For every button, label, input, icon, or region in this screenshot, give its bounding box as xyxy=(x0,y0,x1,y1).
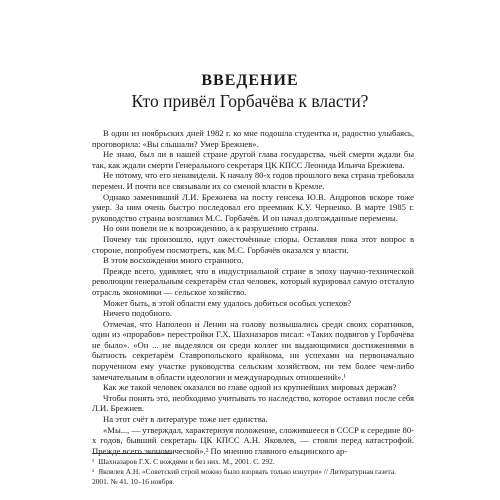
chapter-subtitle: Кто привёл Горбачёва к власти? xyxy=(131,91,369,111)
footnote-text: Яковлев А.Н. «Советский строй можно было взорвать только изнутри» // Литературная газета. 2001. № 41. 10–16 ноября. xyxy=(92,467,396,486)
body-text xyxy=(92,128,414,456)
paragraph: Как же такой человек оказался во главе одной из крупнейших мировых держав? xyxy=(103,382,397,393)
paragraph: Чтобы понять это, необходимо учитывать то наследство, которое оставил после себя Л.И. Брежнев. xyxy=(92,392,414,414)
paragraph: «Мы..., — утверждал, характеризуя положение, сложившееся в СССР к середине 80-х годов, бывший секретарь ЦК КПСС А.Н. Яковлев, — стояли перед катастрофой. Прежде всего экономической».² По мнению главного ельцинского ар- xyxy=(92,424,414,456)
paragraph: Однако заменивший Л.И. Брежнева на посту генсека Ю.В. Андропов вскоре тоже умер. За ним очень быстро последовал его преемник К.У. Черненко. В марте 1985 г. руководство страны возглавил М.С. Горбачёв. И он начал долгожданные перемены. xyxy=(92,191,414,223)
paragraph: Почему так произошло, идут ожесточённые споры. Оставляя пока этот вопрос в стороне, попробуем посмотреть, как М.С. Горбачёв оказался у власти. xyxy=(92,233,414,255)
footnote-number: ² xyxy=(92,467,95,477)
paragraph: Не потому, что его ненавидели. К началу 80-х годов прошлого века страна требовала перемен. И почти все связывали их со сменой власти в Кремле. xyxy=(92,170,414,191)
footnote-number: ¹ xyxy=(92,457,95,466)
paragraph: В этом восхождении много странного. xyxy=(103,255,244,266)
paragraph: Может быть, в этой области ему удалось добиться особых успехов? xyxy=(103,297,352,308)
paragraph: В один из ноябрьских дней 1982 г. ко мне подошла студентка и, радостно улыбаясь, проговорила: «Вы слышали? Умер Брежнев». xyxy=(92,128,414,149)
paragraph: Не знаю, был ли в нашей стране другой глава государства, чьей смерти ждали бы так, как ждали смерти Генерального секретаря ЦК КПСС Леонида Ильича Брежнева. xyxy=(92,149,414,170)
footnote-divider xyxy=(92,453,172,454)
paragraph: Ничего подобного. xyxy=(103,308,173,319)
paragraph: На этот счёт в литературе тоже нет единства. xyxy=(103,414,268,425)
paragraph: Но они повели не к возрождению, а к разрушению страны. xyxy=(103,223,319,234)
chapter-title: ВВЕДЕНИЕ xyxy=(201,72,299,89)
footnote xyxy=(92,467,414,486)
footnotes xyxy=(92,457,414,487)
footnote xyxy=(92,457,414,466)
footnote-text: Шахназаров Г.Х. С вождями и без них. М., 2001. С. 292. xyxy=(98,457,275,466)
paragraph: Отмечая, что Наполеон и Ленин на голову возвышались среди своих соратников, один из «прорабов» перестройки Г.Х. Шахназаров писал: «Таких подвигов у Горбачёва не было». «Он ... не выделялся он среди коллег ни выдающимися достижениями в бытность секретарём Ставропольского крайкома, ни успехами на первоначально порученном ему участке руководства сельским хозяйством, ни тем более чем-либо замечательным в области идеологии и международных отношений».¹ xyxy=(92,318,414,382)
paragraph: Прежде всего, удивляет, что в индустриальной стране в эпоху научно-технической революции генеральным секретарём стал человек, который курировал самую отсталую отрасль экономики — сельское хозяйство. xyxy=(92,265,414,297)
